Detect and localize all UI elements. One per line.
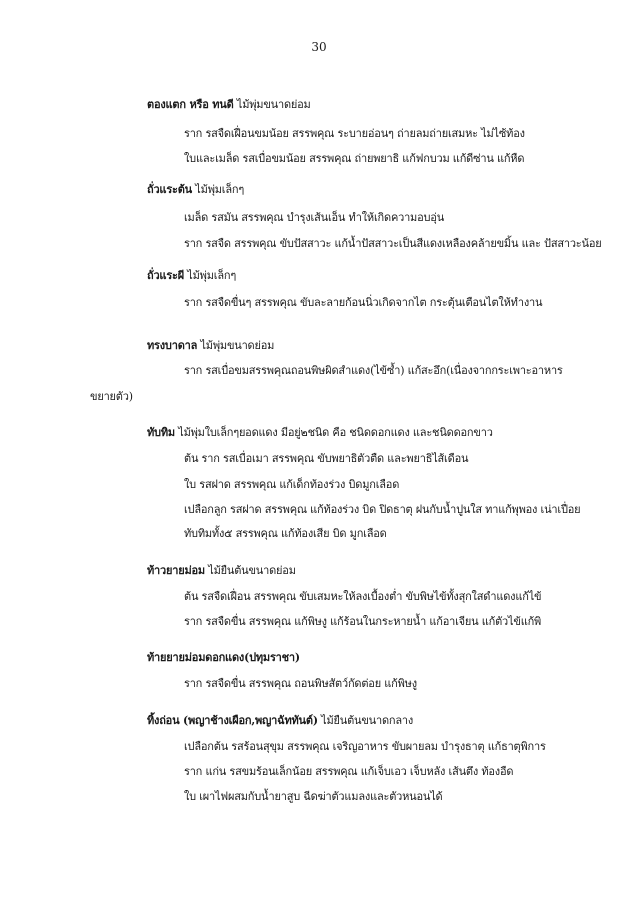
entry-title: ถั่วแระต้น xyxy=(147,183,193,196)
entry-description: ไม้พุ่มเล็กๆ xyxy=(184,269,237,282)
entry-title: ตองแตก หรือ ทนดี xyxy=(147,98,234,111)
entry-title: ถั่วแระผี xyxy=(147,269,184,282)
page-number: 30 xyxy=(311,40,327,54)
entry-title: ท้าวยายม่อม xyxy=(147,564,205,577)
entry-line: ราก รสจืดขื่น สรรพคุณ ถอนพิษสัตว์กัดต่อย แก้พิษงู xyxy=(184,677,417,690)
entry-line: ต้น รสจืดเฝื่อน สรรพคุณ ขับเสมหะให้ลงเบื้องต่ำ ขับพิษไข้ทั้งสุกใสดำแดงแก้ไข้ xyxy=(184,590,542,603)
entry-title: ทับทิม xyxy=(147,426,175,439)
entry-line: ใบ รสฝาด สรรพคุณ แก้เด็กท้องร่วง บิดมูกเลือด xyxy=(184,478,400,491)
entry-line: ราก รสเบื่อขมสรรพคุณถอนพิษผิดสำแดง(ไข้ซ้ำ) แก้สะอึก(เนื่องจากกระเพาะอาหาร xyxy=(184,364,563,377)
entry-line: ต้น ราก รสเบื่อเมา สรรพคุณ ขับพยาธิตัวตืด และพยาธิไส้เดือน xyxy=(184,452,469,465)
entry-description: ไม้พุ่มเล็กๆ xyxy=(192,183,245,196)
entry-heading xyxy=(147,651,300,665)
entry-title: ทิ้งถ่อน (พญาช้างเผือก,พญาฉัททันต์) xyxy=(147,714,318,727)
entry-line: ราก รสจืดขื่น สรรพคุณ แก้พิษงู แก้ร้อนในกระหายน้ำ แก้อาเจียน แก้ตัวไข้แก้พิ xyxy=(184,615,542,628)
entry-line: ราก แก่น รสขมร้อนเล็กน้อย สรรพคุณ แก้เจ็บเอว เจ็บหลัง เส้นตึง ท้องอืด xyxy=(184,765,514,778)
entry-heading xyxy=(147,183,244,197)
entry-line: เปลือกลูก รสฝาด สรรพคุณ แก้ท้องร่วง บิด ปิดธาตุ ฝนกับน้ำปูนใส ทาแก้พุพอง เน่าเปื่อย xyxy=(184,503,581,516)
entry-description: ไม้พุ่มขนาดย่อม xyxy=(197,339,275,352)
entry-description: ไม้ยืนต้นขนาดย่อม xyxy=(204,564,296,577)
entry-description: ไม้พุ่มใบเล็กๆยอดแดง มีอยู่๒ชนิด คือ ชนิดดอกแดง และชนิดดอกขาว xyxy=(174,426,493,439)
entry-line-continuation: ขยายตัว) xyxy=(90,390,133,403)
entry-description: ไม้พุ่มขนาดย่อม xyxy=(233,98,311,111)
entry-line: ราก รสจืดขื่นๆ สรรพคุณ ขับละลายก้อนนิ่วเกิดจากไต กระตุ้นเตือนไตให้ทำงาน xyxy=(184,296,543,309)
entry-heading xyxy=(147,339,274,353)
entry-line: ใบ เผาไฟผสมกับน้ำยาสูบ ฉีดฆ่าตัวแมลงและตัวหนอนได้ xyxy=(184,790,443,803)
entry-line: ราก รสจืด สรรพคุณ ขับปัสสาวะ แก้น้ำปัสสาวะเป็นสีแดงเหลืองคล้ายขมิ้น และ ปัสสาวะน้อย xyxy=(184,237,602,250)
entry-heading xyxy=(147,426,493,440)
entry-heading xyxy=(147,98,311,112)
entry-heading xyxy=(147,714,413,728)
entry-line: ราก รสจืดเฝื่อนขมน้อย สรรพคุณ ระบายอ่อนๆ ถ่ายลมถ่ายเสมหะ ไม่ไซ้ท้อง xyxy=(184,127,525,140)
entry-heading xyxy=(147,269,236,283)
entry-title: ท้ายยายม่อมดอกแดง(ปทุมราชา) xyxy=(147,651,300,664)
entry-line: ทับทิมทั้ง๕ สรรพคุณ แก้ท้องเสีย บิด มูกเลือด xyxy=(184,527,387,540)
entry-line: เมล็ด รสมัน สรรพคุณ บำรุงเส้นเอ็น ทำให้เกิดความอบอุ่น xyxy=(184,211,445,224)
entry-title: ทรงบาดาล xyxy=(147,339,198,352)
entry-line: เปลือกต้น รสร้อนสุขุม สรรพคุณ เจริญอาหาร ขับผายลม บำรุงธาตุ แก้ธาตุพิการ xyxy=(184,740,546,753)
entry-description: ไม้ยืนต้นขนาดกลาง xyxy=(317,714,414,727)
entry-heading xyxy=(147,564,296,578)
entry-line: ใบและเมล็ด รสเบื่อขมน้อย สรรพคุณ ถ่ายพยาธิ แก้ฟกบวม แก้ดีซ่าน แก้หืด xyxy=(184,152,525,165)
